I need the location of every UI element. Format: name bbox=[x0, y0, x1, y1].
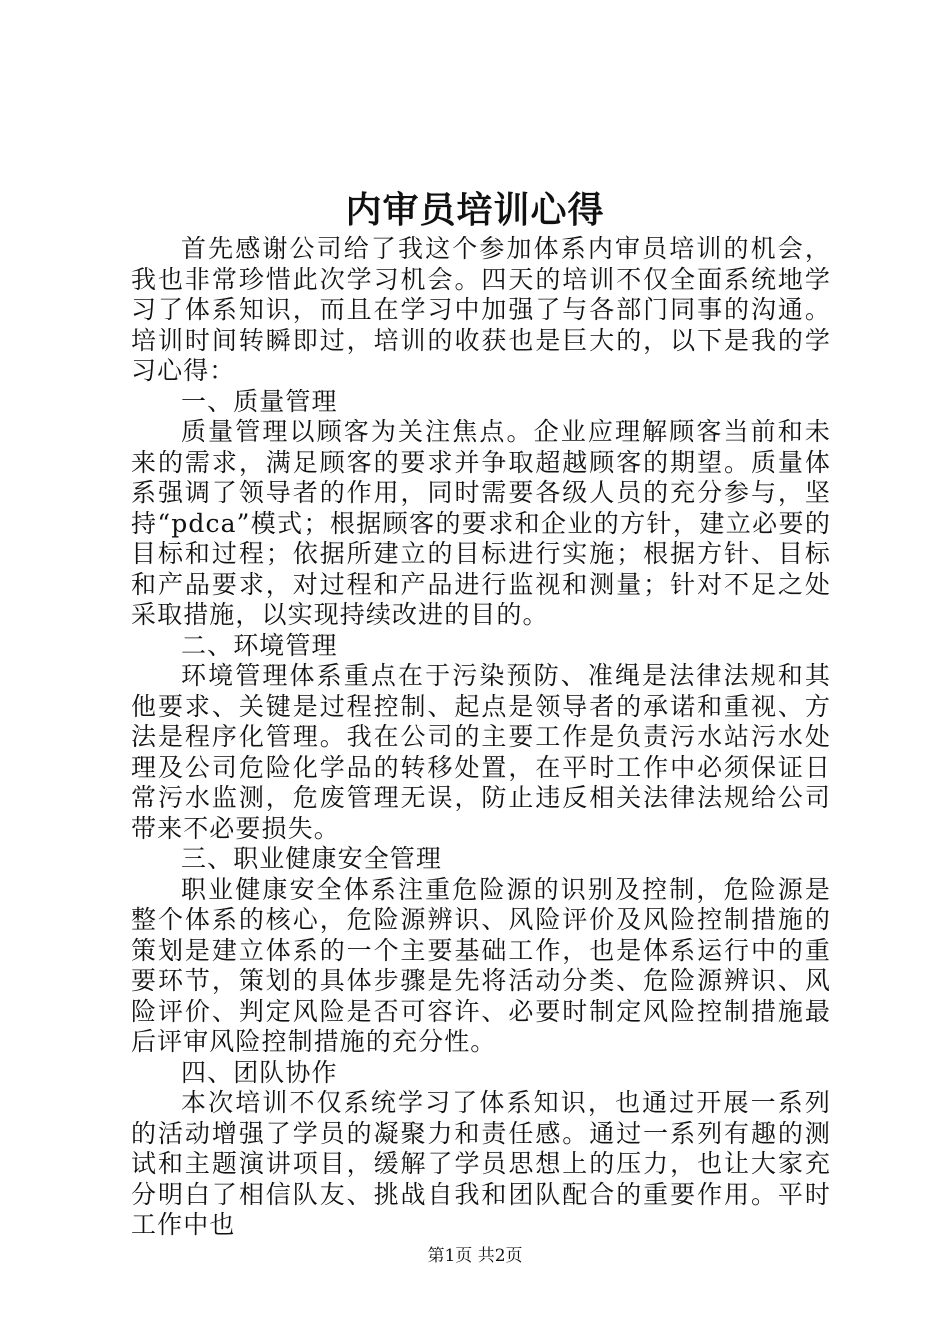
paragraph-safety: 职业健康安全体系注重危险源的识别及控制，危险源是整个体系的核心，危险源辨识、风险评价及风险控制措施的策划是建立体系的一个主要基础工作，也是体系运行中的重要环节，策划的具体步骤是先将活动分类、危险源辨识、风险评价、判定风险是否可容许、必要时制定风险控制措施最后评审风险控制措施的充分性。 bbox=[131, 874, 831, 1056]
section-heading-quality: 一、质量管理 bbox=[181, 386, 338, 416]
page-footer: 第1页 共2页 bbox=[427, 1246, 523, 1266]
section-heading-teamwork: 四、团队协作 bbox=[181, 1057, 338, 1087]
paragraph-environment: 环境管理体系重点在于污染预防、准绳是法律法规和其他要求、关键是过程控制、起点是领导者的承诺和重视、方法是程序化管理。我在公司的主要工作是负责污水站污水处理及公司危险化学品的转移处置，在平时工作中必须保证日常污水监测，危废管理无误，防止违反相关法律法规给公司带来不必要损失。 bbox=[131, 661, 831, 843]
section-heading-environment: 二、环境管理 bbox=[181, 630, 338, 660]
paragraph-intro: 首先感谢公司给了我这个参加体系内审员培训的机会，我也非常珍惜此次学习机会。四天的培训不仅全面系统地学习了体系知识，而且在学习中加强了与各部门同事的沟通。培训时间转瞬即过，培训的收获也是巨大的，以下是我的学习心得： bbox=[131, 234, 831, 385]
paragraph-teamwork: 本次培训不仅系统学习了体系知识，也通过开展一系列的活动增强了学员的凝聚力和责任感。通过一系列有趣的测试和主题演讲项目，缓解了学员思想上的压力，也让大家充分明白了相信队友、挑战自我和团队配合的重要作用。平时工作中也 bbox=[131, 1088, 831, 1239]
document-title: 内审员培训心得 bbox=[345, 189, 605, 231]
document-body bbox=[131, 234, 831, 1241]
section-heading-safety: 三、职业健康安全管理 bbox=[181, 844, 443, 873]
paragraph-quality: 质量管理以顾客为关注焦点。企业应理解顾客当前和未来的需求，满足顾客的要求并争取超越顾客的期望。质量体系强调了领导者的作用，同时需要各级人员的充分参与，坚持“pdca”模式；根据顾客的要求和企业的方针，建立必要的目标和过程；依据所建立的目标进行实施；根据方针、目标和产品要求，对过程和产品进行监视和测量；针对不足之处采取措施，以实现持续改进的目的。 bbox=[131, 417, 831, 629]
